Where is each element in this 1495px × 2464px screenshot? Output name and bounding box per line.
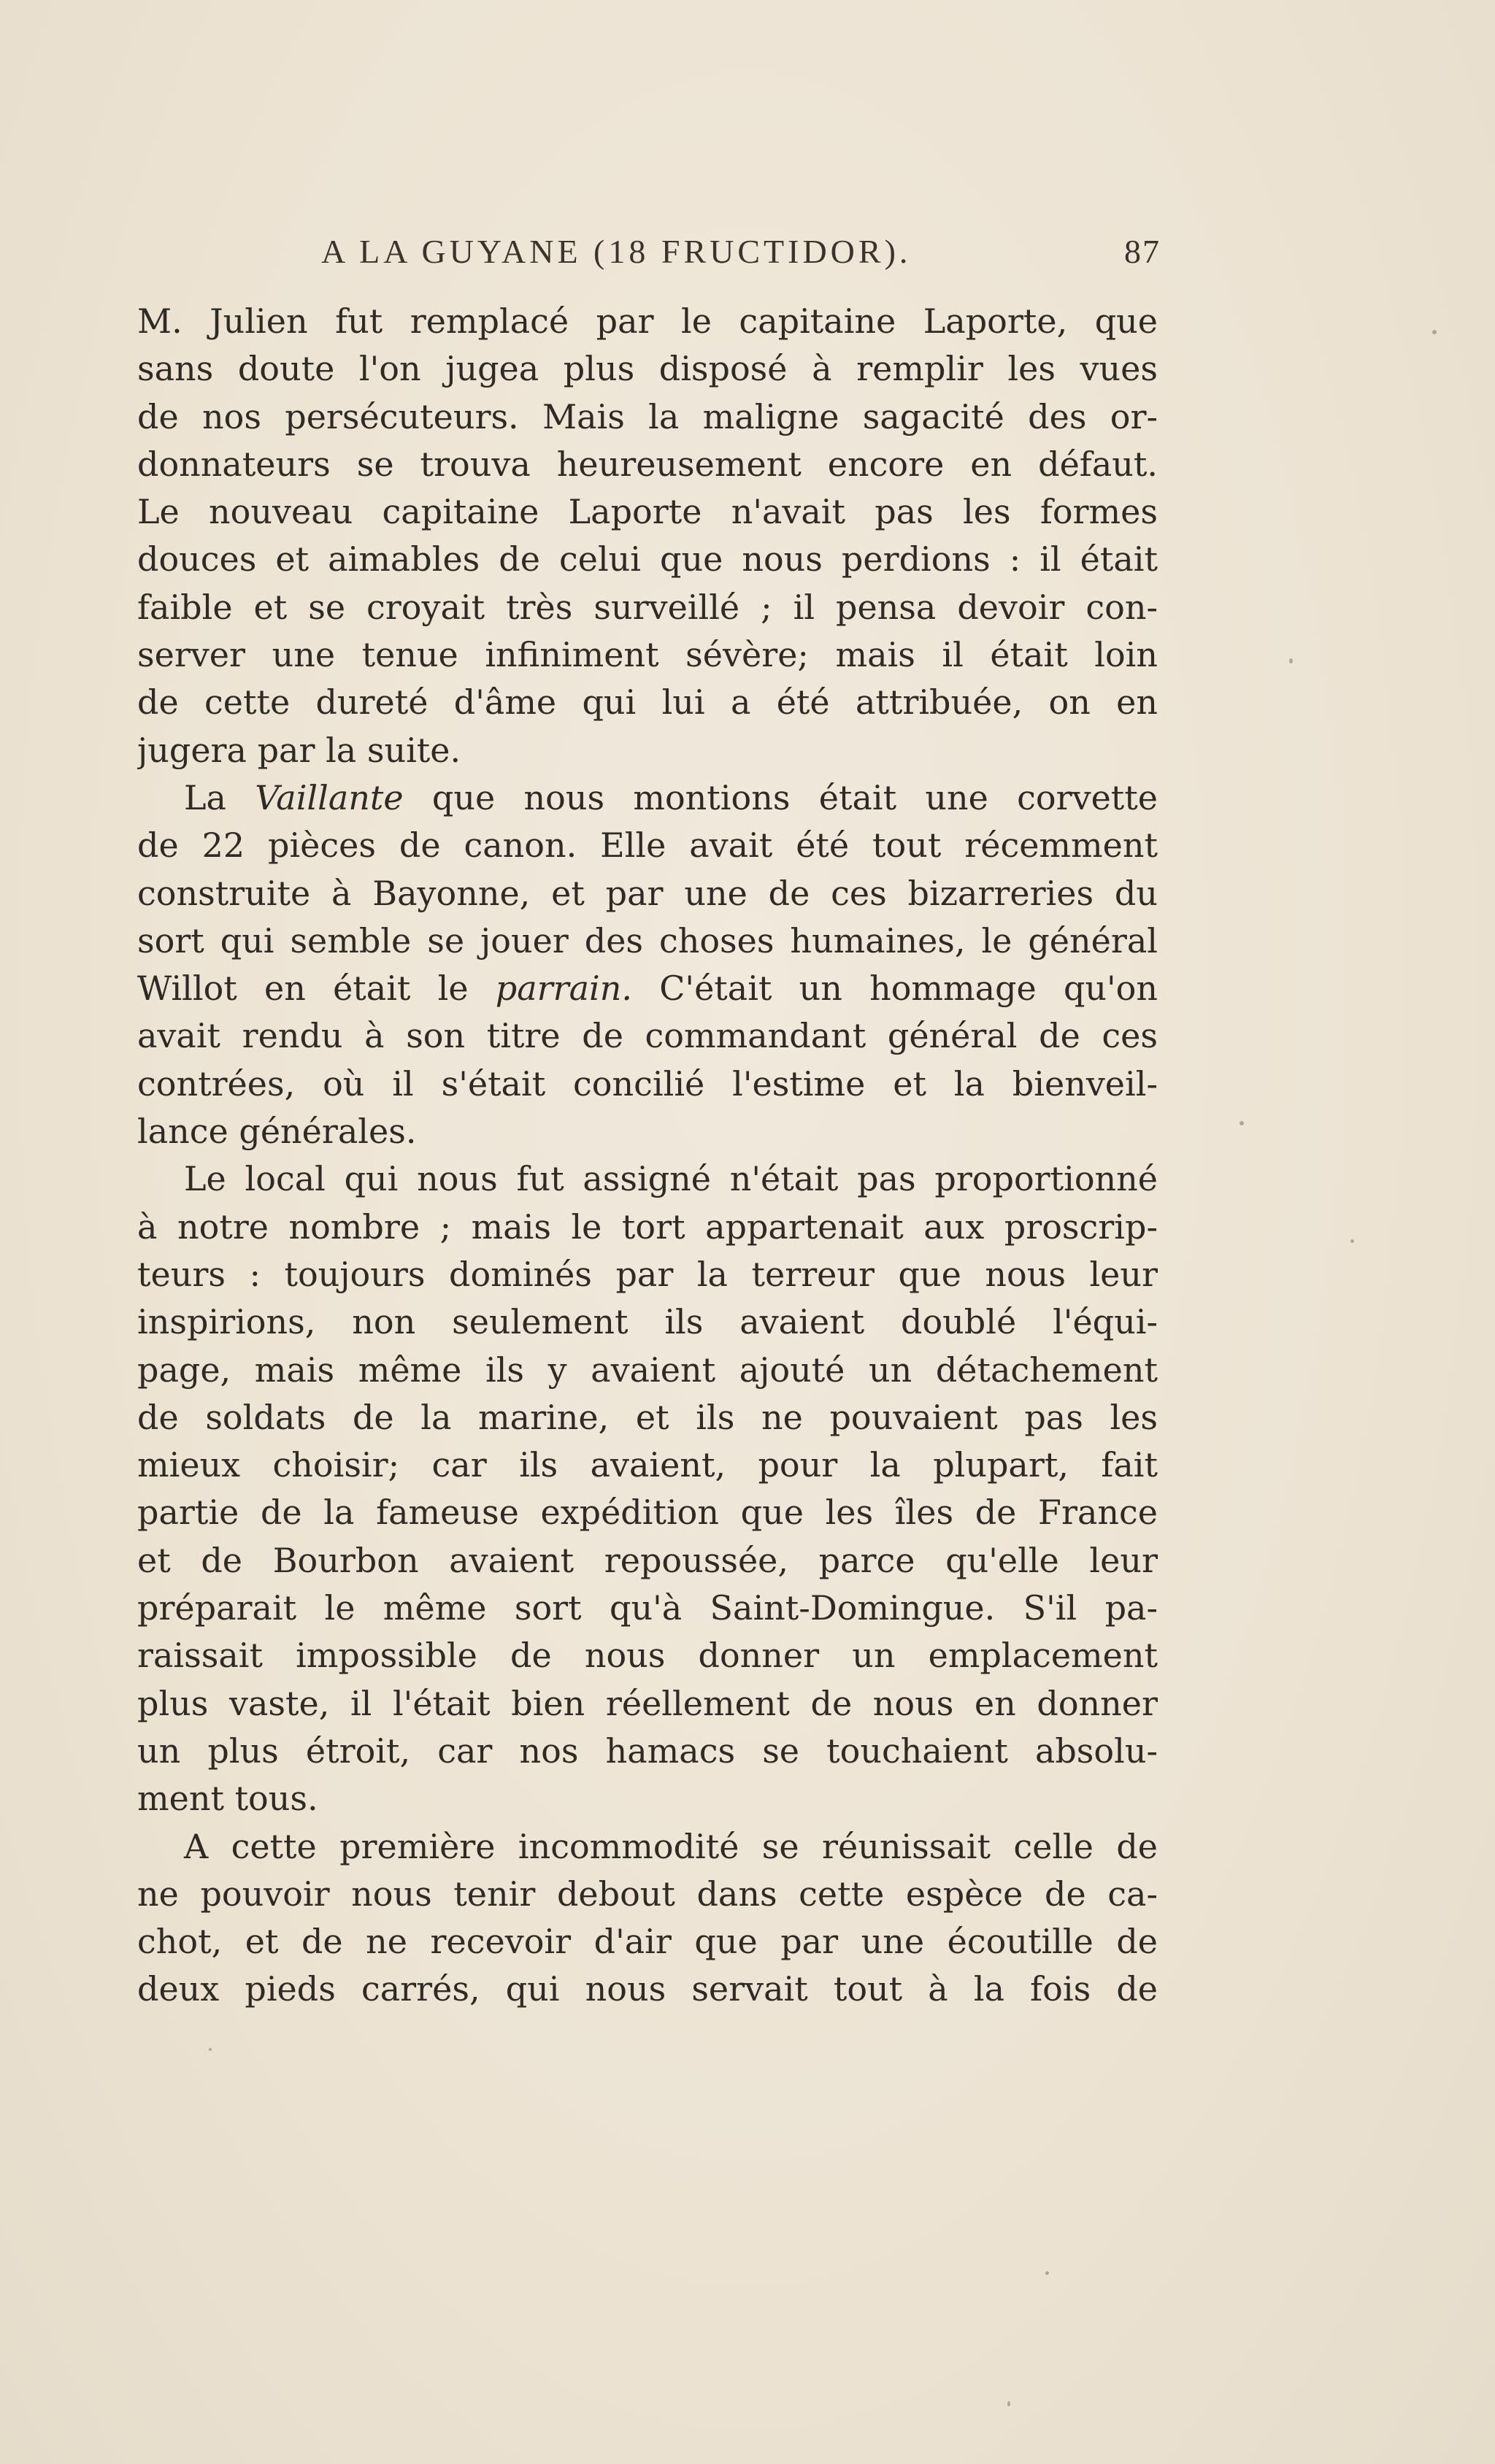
- text-line: plus vaste, il l'était bien réellement de nous en donner: [137, 1683, 1158, 1723]
- text-fragment: C'était un hommage qu'on: [632, 969, 1158, 1009]
- page-number: 87: [1124, 233, 1161, 270]
- text-line: sans doute l'on jugea plus disposé à remplir les vues: [137, 349, 1158, 389]
- text-fragment: Willot en était le: [137, 969, 496, 1009]
- text-line: faible et se croyait très surveillé ; il pensa devoir con-: [137, 587, 1158, 627]
- text-line: deux pieds carrés, qui nous servait tout à la fois de: [137, 1969, 1158, 2009]
- text-line: mieux choisir; car ils avaient, pour la plupart, fait: [137, 1445, 1158, 1485]
- text-line: inspirions, non seulement ils avaient doublé l'équi-: [137, 1302, 1158, 1342]
- text-line: partie de la fameuse expédition que les îles de France: [137, 1493, 1158, 1533]
- text-fragment: La: [184, 777, 255, 817]
- paper-speck: [1240, 1121, 1244, 1125]
- text-line: lance générales.: [137, 1112, 417, 1152]
- text-line: A cette première incommodité se réunissait celle de: [184, 1826, 1158, 1866]
- paper-speck: [1432, 330, 1437, 334]
- text-line: Le local qui nous fut assigné n'était pas proportionné: [184, 1159, 1158, 1199]
- paper-speck: [1007, 2401, 1010, 2406]
- text-line: avait rendu à son titre de commandant général de ces: [137, 1016, 1158, 1056]
- text-line: de 22 pièces de canon. Elle avait été tout récemment: [137, 825, 1158, 866]
- text-line: [137, 965, 1158, 1012]
- text-line: à notre nombre ; mais le tort appartenait aux proscrip-: [137, 1206, 1158, 1247]
- paper-speck: [1350, 1239, 1354, 1243]
- text-line: M. Julien fut remplacé par le capitaine Laporte, que: [137, 301, 1158, 341]
- text-fragment: que nous montions était une corvette: [403, 777, 1158, 817]
- text-line: Le nouveau capitaine Laporte n'avait pas les formes: [137, 492, 1158, 532]
- paper-speck: [1289, 658, 1293, 663]
- text-line: sort qui semble se jouer des choses humaines, le général: [137, 920, 1158, 960]
- text-line: de nos persécuteurs. Mais la maligne sagacité des or-: [137, 396, 1158, 436]
- text-line: page, mais même ils y avaient ajouté un détachement: [137, 1350, 1158, 1390]
- text-line: [137, 774, 1158, 822]
- paper-speck: [1045, 2271, 1049, 2275]
- text-line: un plus étroit, car nos hamacs se touchaient absolu-: [137, 1730, 1158, 1771]
- running-head: [321, 232, 1161, 280]
- body-text: [137, 298, 1158, 2014]
- text-line: ne pouvoir nous tenir debout dans cette espèce de ca-: [137, 1874, 1158, 1914]
- text-line: de soldats de la marine, et ils ne pouvaient pas les: [137, 1397, 1158, 1437]
- running-title: A LA GUYANE (18 FRUCTIDOR).: [321, 233, 912, 270]
- italic-word: parrain.: [495, 969, 633, 1009]
- paper-speck: [209, 2048, 212, 2051]
- text-line: teurs : toujours dominés par la terreur que nous leur: [137, 1254, 1158, 1294]
- text-line: raissait impossible de nous donner un emplacement: [137, 1636, 1158, 1676]
- text-line: et de Bourbon avaient repoussée, parce qu'elle leur: [137, 1540, 1158, 1580]
- text-line: chot, et de ne recevoir d'air que par une écoutille de: [137, 1922, 1158, 1962]
- text-line: jugera par la suite.: [137, 730, 461, 770]
- text-line: server une tenue infiniment sévère; mais il était loin: [137, 635, 1158, 675]
- text-line: donnateurs se trouva heureusement encore en défaut.: [137, 444, 1158, 484]
- text-line: de cette dureté d'âme qui lui a été attribuée, on en: [137, 682, 1158, 723]
- text-line: ment tous.: [137, 1779, 318, 1819]
- text-line: construite à Bayonne, et par une de ces bizarreries du: [137, 873, 1158, 913]
- text-line: préparait le même sort qu'à Saint-Domingue. S'il pa-: [137, 1588, 1158, 1628]
- text-line: douces et aimables de celui que nous perdions : il était: [137, 539, 1158, 580]
- ship-name: Vaillante: [255, 777, 404, 817]
- text-line: contrées, où il s'était concilié l'estime et la bienveil-: [137, 1063, 1158, 1104]
